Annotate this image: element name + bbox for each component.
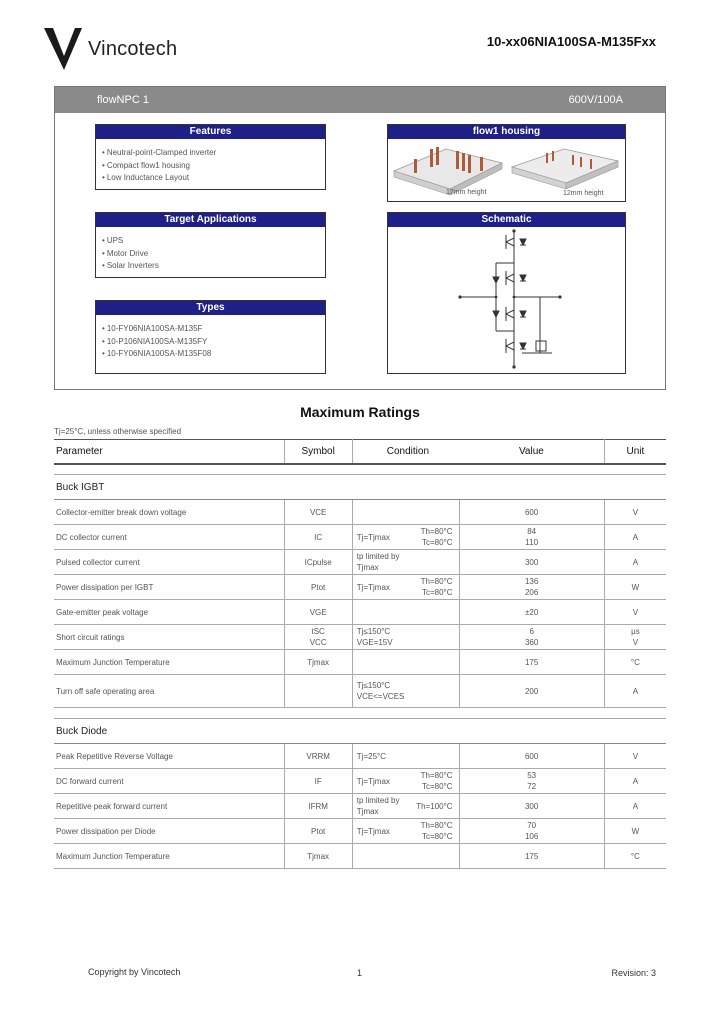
cell-unit bbox=[604, 769, 666, 794]
cell-symbol bbox=[284, 744, 352, 769]
cell-line: 106 bbox=[524, 832, 539, 841]
spacer-cell bbox=[54, 708, 666, 719]
cell-line: Tj≤150°C bbox=[356, 627, 391, 636]
cell-line: A bbox=[632, 557, 639, 567]
cell-line: 600 bbox=[524, 751, 539, 761]
spacer-row bbox=[54, 708, 666, 719]
cell-line: A bbox=[632, 686, 639, 696]
cell-line: 6 bbox=[529, 627, 534, 636]
cell-line: Peak Repetitive Reverse Voltage bbox=[56, 751, 173, 761]
cell-condition bbox=[352, 675, 405, 708]
cell-line: Ptot bbox=[311, 582, 326, 592]
cell-line: Th=100°C bbox=[416, 801, 453, 811]
cell-temperature bbox=[406, 600, 459, 625]
footer-copyright: Copyright by Vincotech bbox=[88, 967, 181, 977]
cell-condition bbox=[352, 500, 405, 525]
list-item: • 10-FY06NIA100SA-M135F08 bbox=[102, 348, 325, 361]
cell-line: Tj=Tjmax bbox=[356, 826, 390, 836]
table-row bbox=[54, 625, 666, 650]
cell-symbol bbox=[284, 650, 352, 675]
cell-line: Tc=80°C bbox=[421, 588, 453, 597]
table-row bbox=[54, 600, 666, 625]
cell-line: 206 bbox=[524, 588, 539, 597]
cell-line: Turn off safe operating area bbox=[56, 686, 155, 696]
cell-line: V bbox=[632, 607, 639, 617]
cell-line: Short circuit ratings bbox=[56, 632, 125, 642]
applications-title: Target Applications bbox=[96, 213, 325, 227]
cell-symbol bbox=[284, 675, 352, 708]
cell-line: V bbox=[632, 507, 639, 517]
cell-line: Tc=80°C bbox=[421, 832, 453, 841]
cell-unit bbox=[604, 650, 666, 675]
cell-line: DC forward current bbox=[56, 776, 124, 786]
product-overview bbox=[54, 86, 666, 390]
cell-temperature bbox=[406, 819, 459, 844]
cell-temperature bbox=[406, 675, 459, 708]
table-row bbox=[54, 794, 666, 819]
cell-unit bbox=[604, 625, 666, 650]
cell-symbol bbox=[284, 600, 352, 625]
table-row bbox=[54, 525, 666, 550]
schematic-title: Schematic bbox=[388, 213, 625, 227]
header-value: Value bbox=[459, 440, 604, 464]
cell-parameter bbox=[54, 844, 284, 869]
housing-caption-12mm: 12mm height bbox=[563, 190, 604, 197]
cell-parameter bbox=[54, 675, 284, 708]
cell-line: Maximum Junction Temperature bbox=[56, 657, 170, 667]
brand-name: Vincotech bbox=[88, 37, 178, 60]
cell-line: Tjmax bbox=[307, 657, 330, 667]
cell-temperature bbox=[406, 794, 459, 819]
housing-box bbox=[387, 124, 626, 202]
cell-line: IFRM bbox=[308, 801, 328, 811]
spacer-cell bbox=[54, 464, 666, 475]
cell-condition bbox=[352, 744, 405, 769]
housing-12mm-image bbox=[510, 141, 622, 193]
cell-condition bbox=[352, 794, 405, 819]
overview-header bbox=[55, 87, 665, 113]
cell-line: W bbox=[631, 582, 640, 592]
cell-line: IF bbox=[314, 776, 322, 786]
table-row bbox=[54, 575, 666, 600]
spacer-row bbox=[54, 464, 666, 475]
features-title: Features bbox=[96, 125, 325, 139]
table-row bbox=[54, 500, 666, 525]
cell-line: Collector-emitter break down voltage bbox=[56, 507, 187, 517]
table-row bbox=[54, 744, 666, 769]
cell-symbol bbox=[284, 819, 352, 844]
cell-parameter bbox=[54, 794, 284, 819]
product-rating: 600V/100A bbox=[568, 94, 623, 106]
cell-temperature bbox=[406, 550, 459, 575]
housing-caption-17mm: 17mm height bbox=[446, 189, 487, 196]
features-list bbox=[96, 139, 325, 185]
cell-line: 300 bbox=[524, 557, 539, 567]
list-item: • UPS bbox=[102, 235, 325, 248]
cell-line: ICpulse bbox=[304, 557, 332, 567]
cell-parameter bbox=[54, 500, 284, 525]
list-item: • 10-P106NIA100SA-M135FY bbox=[102, 336, 325, 349]
list-item: • Motor Drive bbox=[102, 248, 325, 261]
cell-line: 600 bbox=[524, 507, 539, 517]
cell-temperature bbox=[406, 500, 459, 525]
header-condition: Condition bbox=[352, 440, 459, 464]
cell-line: Pulsed collector current bbox=[56, 557, 140, 567]
cell-line: tp limited by Tjmax bbox=[356, 552, 400, 572]
cell-unit bbox=[604, 794, 666, 819]
cell-line: 200 bbox=[524, 686, 539, 696]
cell-line: W bbox=[631, 826, 640, 836]
cell-line: Tc=80°C bbox=[421, 538, 453, 547]
cell-line: VCE bbox=[309, 507, 327, 517]
cell-line: Tjmax bbox=[307, 851, 330, 861]
types-box bbox=[95, 300, 326, 374]
cell-line: A bbox=[632, 532, 639, 542]
cell-line: 84 bbox=[527, 527, 537, 536]
features-box bbox=[95, 124, 326, 190]
cell-line: 72 bbox=[527, 782, 537, 791]
cell-line: Th=80°C bbox=[420, 527, 453, 536]
cell-line: Tc=80°C bbox=[421, 782, 453, 791]
cell-value bbox=[459, 525, 604, 550]
cell-condition bbox=[352, 625, 405, 650]
cell-line: V bbox=[632, 751, 639, 761]
table-row bbox=[54, 819, 666, 844]
cell-unit bbox=[604, 744, 666, 769]
types-list bbox=[96, 315, 325, 361]
header-symbol: Symbol bbox=[284, 440, 352, 464]
cell-symbol bbox=[284, 500, 352, 525]
part-number: 10-xx06NIA100SA-M135Fxx bbox=[486, 34, 656, 49]
cell-value bbox=[459, 819, 604, 844]
cell-condition bbox=[352, 819, 405, 844]
list-item: • Low Inductance Layout bbox=[102, 172, 325, 185]
cell-line: Tj≤150°C bbox=[356, 681, 391, 690]
cell-line: 175 bbox=[524, 657, 539, 667]
cell-line: 70 bbox=[527, 821, 537, 830]
cell-line: °C bbox=[630, 851, 640, 861]
cell-line: °C bbox=[630, 657, 640, 667]
cell-line: µs bbox=[631, 627, 640, 636]
cell-line: 136 bbox=[524, 577, 539, 586]
cell-value bbox=[459, 575, 604, 600]
cell-line: Tj=25°C bbox=[356, 751, 386, 761]
cell-line: Repetitive peak forward current bbox=[56, 801, 168, 811]
cell-line: 300 bbox=[524, 801, 539, 811]
cell-line: A bbox=[632, 776, 639, 786]
cell-temperature bbox=[406, 575, 459, 600]
cell-temperature bbox=[406, 650, 459, 675]
cell-symbol bbox=[284, 550, 352, 575]
cell-line: Ptot bbox=[311, 826, 326, 836]
cell-condition bbox=[352, 844, 405, 869]
group-row bbox=[54, 475, 666, 500]
cell-unit bbox=[604, 675, 666, 708]
cell-value bbox=[459, 675, 604, 708]
cell-parameter bbox=[54, 650, 284, 675]
cell-symbol bbox=[284, 769, 352, 794]
applications-box bbox=[95, 212, 326, 278]
cell-temperature bbox=[406, 525, 459, 550]
ratings-body bbox=[54, 464, 666, 869]
cell-unit bbox=[604, 819, 666, 844]
list-item: • Solar Inverters bbox=[102, 260, 325, 273]
cell-unit bbox=[604, 844, 666, 869]
cell-value bbox=[459, 844, 604, 869]
applications-list bbox=[96, 227, 325, 273]
cell-unit bbox=[604, 500, 666, 525]
npc-schematic-diagram bbox=[456, 227, 566, 373]
cell-line: VGE=15V bbox=[356, 638, 393, 647]
table-header-row bbox=[54, 440, 666, 464]
list-item: • Neutral-point-Clamped inverter bbox=[102, 147, 325, 160]
cell-line: DC collector current bbox=[56, 532, 127, 542]
product-line: flowNPC 1 bbox=[97, 94, 149, 106]
cell-value bbox=[459, 769, 604, 794]
cell-temperature bbox=[406, 744, 459, 769]
maximum-ratings-table bbox=[54, 439, 666, 869]
cell-line: 53 bbox=[527, 771, 537, 780]
cell-temperature bbox=[406, 625, 459, 650]
header-unit: Unit bbox=[604, 440, 666, 464]
cell-symbol bbox=[284, 525, 352, 550]
cell-parameter bbox=[54, 819, 284, 844]
maximum-ratings-title: Maximum Ratings bbox=[300, 404, 420, 420]
cell-value bbox=[459, 650, 604, 675]
housing-title: flow1 housing bbox=[388, 125, 625, 139]
cell-parameter bbox=[54, 625, 284, 650]
cell-line: Th=80°C bbox=[420, 577, 453, 586]
cell-line: 175 bbox=[524, 851, 539, 861]
cell-condition bbox=[352, 550, 405, 575]
header-parameter: Parameter bbox=[54, 440, 284, 464]
cell-line: Tj=Tjmax bbox=[356, 582, 390, 592]
cell-line: VGE bbox=[309, 607, 327, 617]
cell-temperature bbox=[406, 769, 459, 794]
footer-page-number: 1 bbox=[357, 968, 363, 978]
cell-unit bbox=[604, 550, 666, 575]
table-row bbox=[54, 650, 666, 675]
cell-line: Power dissipation per Diode bbox=[56, 826, 156, 836]
cell-line: Power dissipation per IGBT bbox=[56, 582, 154, 592]
cell-unit bbox=[604, 575, 666, 600]
cell-line: Maximum Junction Temperature bbox=[56, 851, 170, 861]
cell-condition bbox=[352, 525, 405, 550]
cell-line: 360 bbox=[524, 638, 539, 647]
cell-line: Tj=Tjmax bbox=[356, 532, 390, 542]
cell-line: V bbox=[632, 638, 639, 647]
schematic-box bbox=[387, 212, 626, 374]
cell-condition bbox=[352, 600, 405, 625]
cell-value bbox=[459, 600, 604, 625]
cell-temperature bbox=[406, 844, 459, 869]
cell-value bbox=[459, 794, 604, 819]
cell-symbol bbox=[284, 794, 352, 819]
cell-line: VRRM bbox=[306, 751, 330, 761]
cell-line: ±20 bbox=[525, 607, 539, 617]
table-row bbox=[54, 844, 666, 869]
logo-v-mark-icon bbox=[44, 26, 84, 70]
conditions-note: Tj=25°C, unless otherwise specified bbox=[54, 427, 182, 436]
cell-parameter bbox=[54, 600, 284, 625]
cell-condition bbox=[352, 769, 405, 794]
cell-line: Th=80°C bbox=[420, 821, 453, 830]
cell-value bbox=[459, 744, 604, 769]
cell-line: Gate-emitter peak voltage bbox=[56, 607, 149, 617]
cell-symbol bbox=[284, 625, 352, 650]
cell-value bbox=[459, 500, 604, 525]
table-row bbox=[54, 550, 666, 575]
cell-line: IC bbox=[314, 532, 323, 542]
cell-line: Tj=Tjmax bbox=[356, 776, 390, 786]
table-row bbox=[54, 675, 666, 708]
footer-revision: Revision: 3 bbox=[611, 968, 656, 978]
cell-condition bbox=[352, 650, 405, 675]
group-name: Buck Diode bbox=[54, 719, 666, 744]
cell-parameter bbox=[54, 525, 284, 550]
cell-line: tSC bbox=[311, 627, 325, 636]
cell-unit bbox=[604, 600, 666, 625]
cell-line: VCE<=VCES bbox=[356, 692, 405, 701]
list-item: • 10-FY06NIA100SA-M135F bbox=[102, 323, 325, 336]
cell-parameter bbox=[54, 550, 284, 575]
cell-parameter bbox=[54, 744, 284, 769]
cell-parameter bbox=[54, 769, 284, 794]
cell-unit bbox=[604, 525, 666, 550]
list-item: • Compact flow1 housing bbox=[102, 160, 325, 173]
group-name: Buck IGBT bbox=[54, 475, 666, 500]
cell-line: 110 bbox=[525, 538, 539, 547]
cell-value bbox=[459, 625, 604, 650]
cell-line: tp limited by Tjmax bbox=[356, 796, 400, 816]
cell-line: A bbox=[632, 801, 639, 811]
cell-parameter bbox=[54, 575, 284, 600]
vincotech-logo bbox=[44, 26, 177, 70]
table-row bbox=[54, 769, 666, 794]
cell-symbol bbox=[284, 575, 352, 600]
cell-symbol bbox=[284, 844, 352, 869]
cell-line: VCC bbox=[309, 638, 327, 647]
cell-value bbox=[459, 550, 604, 575]
cell-condition bbox=[352, 575, 405, 600]
cell-line: Th=80°C bbox=[420, 771, 453, 780]
types-title: Types bbox=[96, 301, 325, 315]
group-row bbox=[54, 719, 666, 744]
